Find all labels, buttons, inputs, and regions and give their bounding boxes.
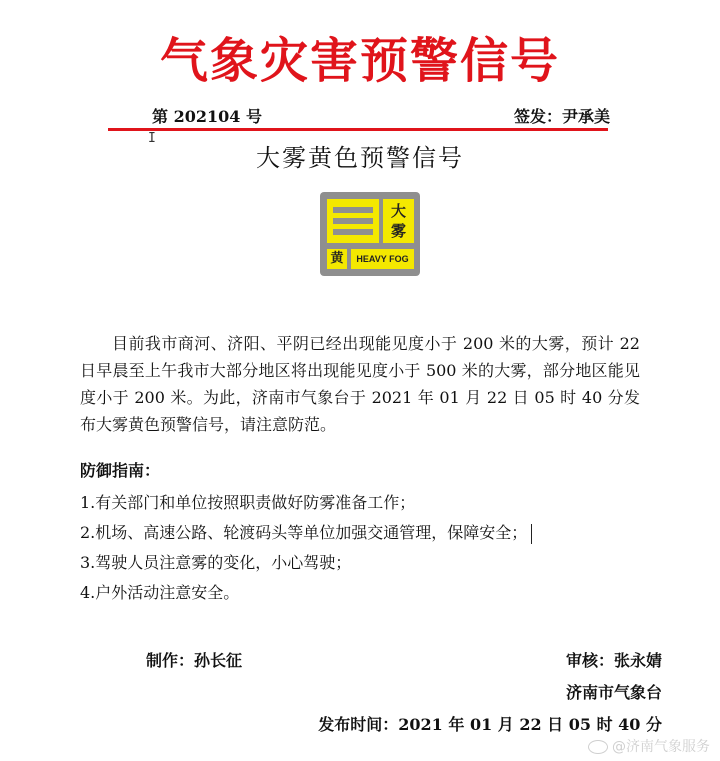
guide-item-text: 4.户外活动注意安全。 <box>80 583 240 602</box>
icon-label: HEAVY FOG <box>351 249 414 269</box>
weibo-watermark <box>588 736 710 756</box>
issuing-organization: 济南市气象台 <box>565 683 662 702</box>
document-header-title: 气象灾害预警信号 <box>159 33 560 89</box>
icon-level-char: 黄 <box>327 249 347 269</box>
document-number: 第 202104 号 <box>152 107 262 126</box>
producer: 制作：孙长征 <box>146 651 243 670</box>
icon-characters <box>383 199 414 243</box>
icon-char-da: 大 <box>390 202 406 220</box>
guide-item <box>80 578 660 608</box>
icon-char-wu: 雾 <box>390 222 406 240</box>
guide-item <box>80 518 660 548</box>
signal-title: 大雾黄色预警信号 <box>256 144 464 172</box>
defense-guide-list <box>80 488 660 608</box>
reviewer: 审核：张永婧 <box>565 651 662 670</box>
text-cursor-icon: I <box>148 131 156 146</box>
watermark-text: @济南气象服务 <box>612 739 710 755</box>
header-divider <box>108 128 608 131</box>
release-time: 发布时间：2021 年 01 月 22 日 05 时 40 分 <box>318 715 662 734</box>
guide-item-text: 2.机场、高速公路、轮渡码头等单位加强交通管理，保障安全； <box>80 523 528 542</box>
heavy-fog-yellow-icon <box>320 192 420 276</box>
fog-stripes-icon <box>327 199 379 243</box>
defense-guide-title: 防御指南： <box>80 461 161 480</box>
weibo-logo-icon <box>588 740 608 754</box>
document-signer: 签发：尹承美 <box>513 107 610 126</box>
guide-item-text: 1.有关部门和单位按照职责做好防雾准备工作； <box>80 493 416 512</box>
text-caret <box>531 524 532 544</box>
warning-paragraph: 目前我市商河、济阳、平阴已经出现能见度小于 200 米的大雾，预计 22 日早晨至上午我市大部分地区将出现能见度小于 500 米的大雾，部分地区能见度小于 200 米。为此，济南市气象台于 2021 年 01 月 22 日 05 时 40 分发布大雾黄色预警信号，请注意防范。 <box>80 334 640 434</box>
guide-item <box>80 548 660 578</box>
guide-item-text: 3.驾驶人员注意雾的变化，小心驾驶； <box>80 553 352 572</box>
guide-item <box>80 488 660 518</box>
